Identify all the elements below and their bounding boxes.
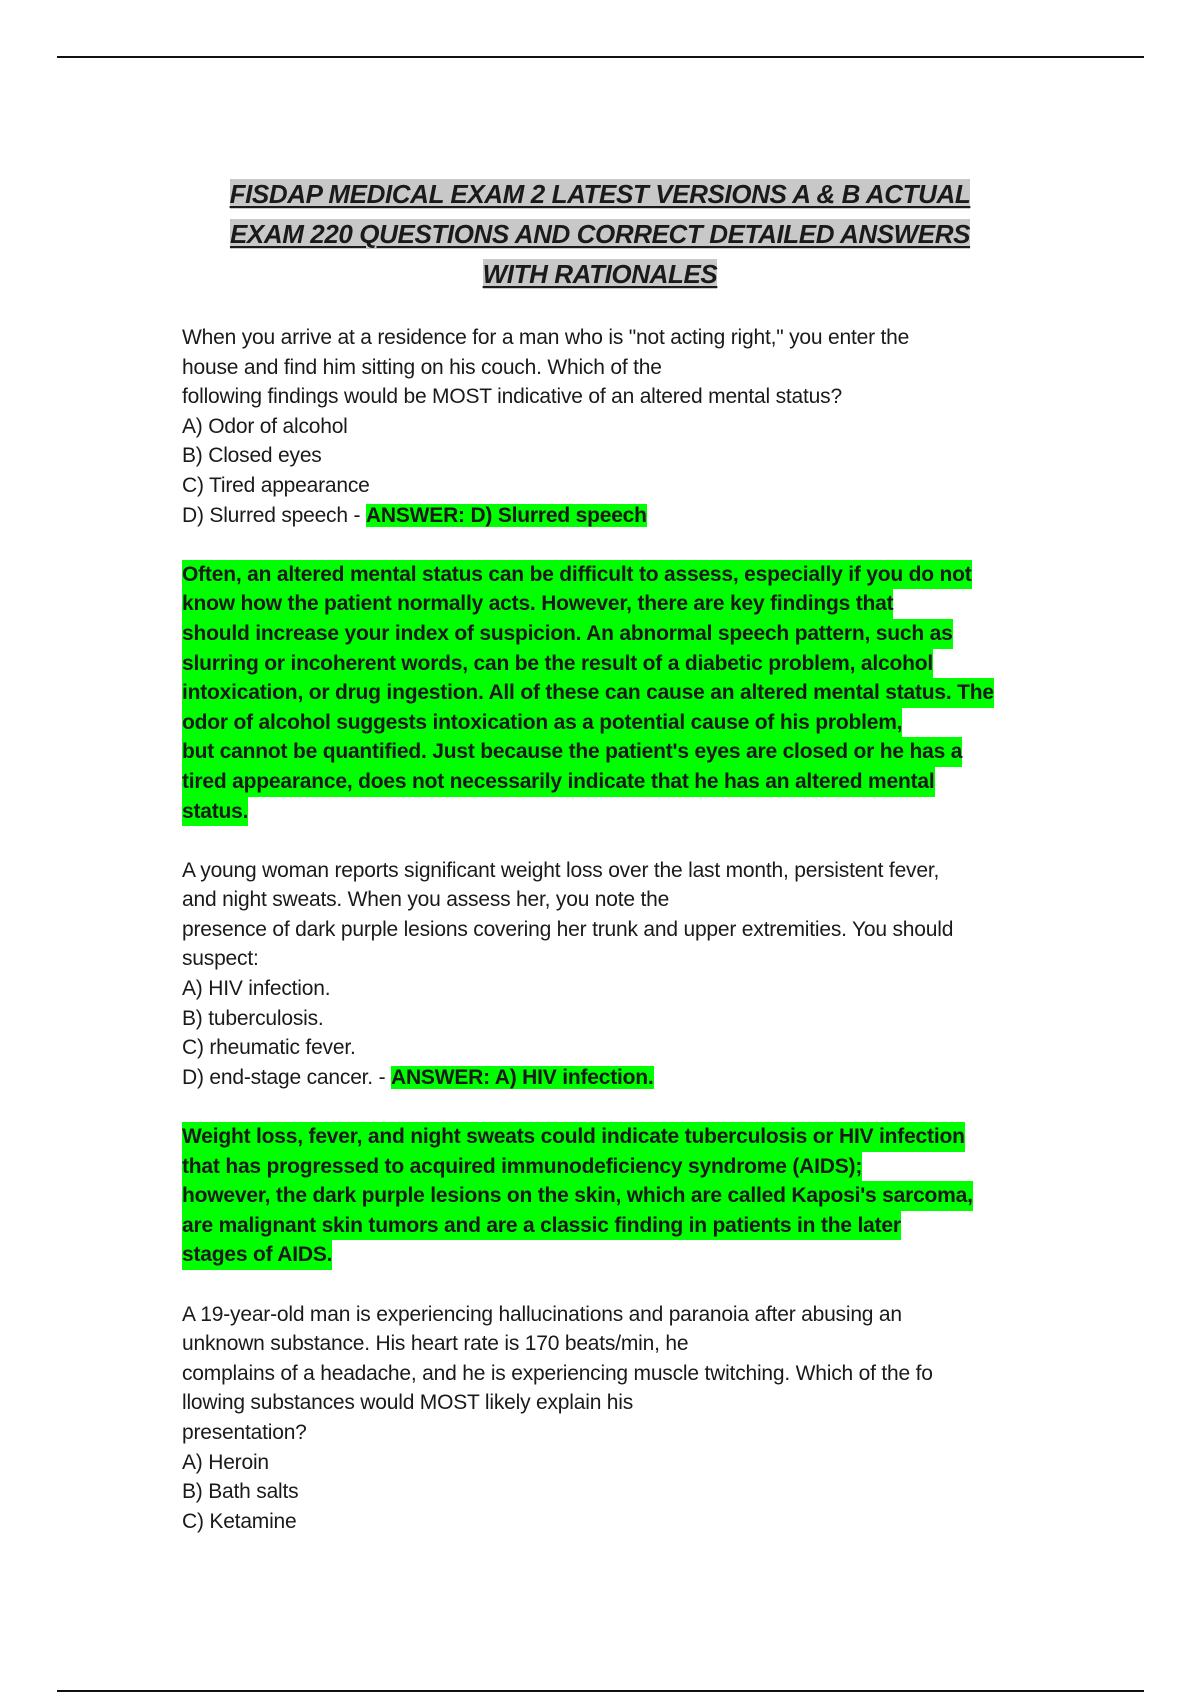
rationale-line: however, the dark purple lesions on the skin, which are called Kaposi's sarcoma, xyxy=(182,1181,973,1211)
question-stem-line: A young woman reports significant weight loss over the last month, persistent fever, xyxy=(182,858,940,882)
question-3 xyxy=(182,1300,1082,1537)
question-stem-line: following findings would be MOST indicative of an altered mental status? xyxy=(182,385,842,409)
question-1 xyxy=(182,323,1082,530)
answer-option-with-key xyxy=(182,1063,1082,1093)
question-stem-line: presentation? xyxy=(182,1420,307,1444)
rationale-line: status. xyxy=(182,797,248,827)
rationale-1 xyxy=(182,560,1082,826)
answer-option: D) end-stage cancer. - xyxy=(182,1065,391,1089)
question-stem-line: suspect: xyxy=(182,947,259,971)
correct-answer: ANSWER: A) HIV infection. xyxy=(391,1065,654,1089)
title-line: WITH RATIONALES xyxy=(482,259,718,289)
rationale-line: should increase your index of suspicion. An abnormal speech pattern, such as xyxy=(182,619,953,649)
question-stem-line: unknown substance. His heart rate is 170 beats/min, he xyxy=(182,1332,689,1356)
rationale-line: tired appearance, does not necessarily indicate that he has an altered mental xyxy=(182,767,935,797)
question-stem-line: A 19-year-old man is experiencing hallucinations and paranoia after abusing an xyxy=(182,1302,902,1326)
rationale-line: stages of AIDS. xyxy=(182,1240,332,1270)
correct-answer: ANSWER: D) Slurred speech xyxy=(365,503,647,527)
question-2 xyxy=(182,856,1082,1093)
question-stem-line: presence of dark purple lesions covering her trunk and upper extremities. You should xyxy=(182,917,954,941)
answer-option: C) Ketamine xyxy=(182,1509,297,1533)
rationale-line: know how the patient normally acts. However, there are key findings that xyxy=(182,589,893,619)
rationale-line: but cannot be quantified. Just because the patient's eyes are closed or he has a xyxy=(182,737,962,767)
answer-option: D) Slurred speech - xyxy=(182,503,366,527)
question-stem-line: house and find him sitting on his couch. Which of the xyxy=(182,355,662,379)
rationale-2 xyxy=(182,1122,1082,1270)
answer-option: A) HIV infection. xyxy=(182,977,331,1001)
answer-option: C) Tired appearance xyxy=(182,473,370,497)
question-stem-line: complains of a headache, and he is experiencing muscle twitching. Which of the fo xyxy=(182,1361,933,1385)
rationale-line: are malignant skin tumors and are a classic finding in patients in the later xyxy=(182,1211,901,1241)
rationale-line: that has progressed to acquired immunodeficiency syndrome (AIDS); xyxy=(182,1152,862,1182)
rationale-line: intoxication, or drug ingestion. All of these can cause an altered mental status. The xyxy=(182,678,994,708)
rationale-line: slurring or incoherent words, can be the result of a diabetic problem, alcohol xyxy=(182,649,933,679)
answer-option-with-key xyxy=(182,501,1082,531)
answer-option: B) tuberculosis. xyxy=(182,1006,324,1030)
document-title xyxy=(180,174,1020,294)
document-body xyxy=(182,323,1082,1566)
question-stem-line: When you arrive at a residence for a man who is "not acting right," you enter the xyxy=(182,326,910,349)
title-line: FISDAP MEDICAL EXAM 2 LATEST VERSIONS A & B ACTUAL xyxy=(229,179,971,209)
title-line: EXAM 220 QUESTIONS AND CORRECT DETAILED ANSWERS xyxy=(229,219,971,249)
rationale-line: odor of alcohol suggests intoxication as a potential cause of his problem, xyxy=(182,708,902,738)
answer-option: B) Closed eyes xyxy=(182,444,322,468)
question-stem-line: llowing substances would MOST likely explain his xyxy=(182,1391,634,1415)
header-rule xyxy=(57,56,1144,58)
rationale-line: Often, an altered mental status can be difficult to assess, especially if you do not xyxy=(182,560,972,590)
answer-option: C) rheumatic fever. xyxy=(182,1036,356,1060)
rationale-line: Weight loss, fever, and night sweats could indicate tuberculosis or HIV infection xyxy=(182,1122,965,1152)
footer-rule xyxy=(57,1690,1144,1692)
answer-option: A) Heroin xyxy=(182,1450,269,1474)
answer-option: A) Odor of alcohol xyxy=(182,414,348,438)
answer-option: B) Bath salts xyxy=(182,1480,299,1504)
question-stem-line: and night sweats. When you assess her, you note the xyxy=(182,888,670,912)
